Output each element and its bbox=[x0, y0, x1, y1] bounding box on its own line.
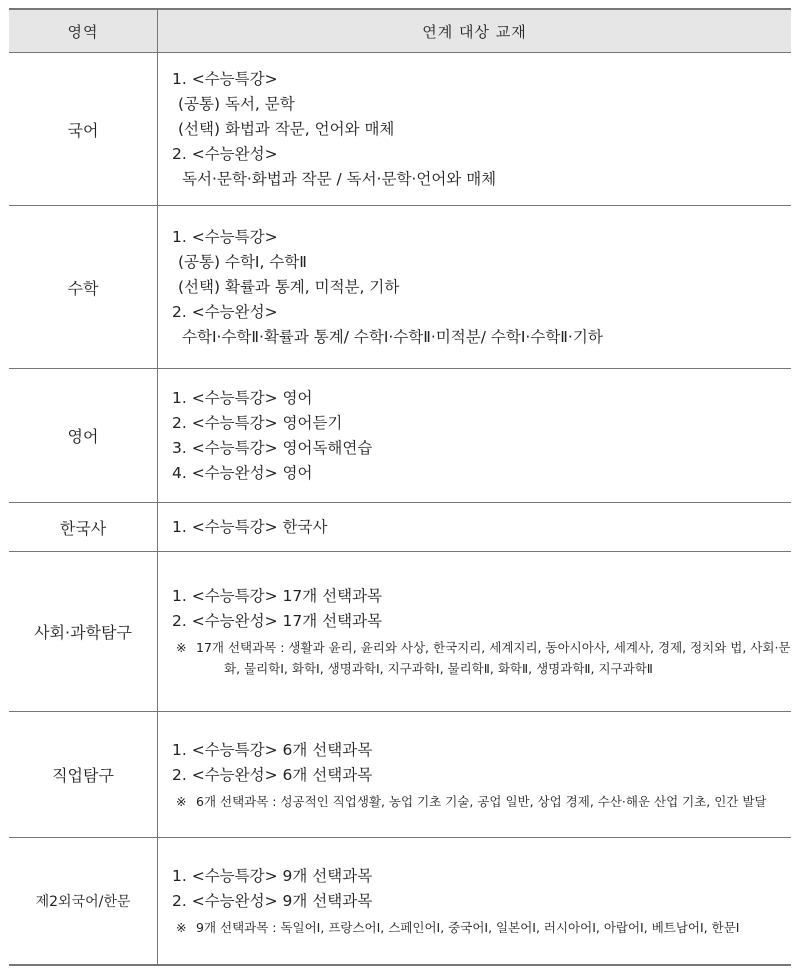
table-row-korean-history bbox=[9, 503, 791, 552]
note-text: 6개 선택과목 : 성공적인 직업생활, 농업 기초 기술, 공업 일반, 상업 경제, 수산·해운 산업 기초, 인간 발달 bbox=[196, 793, 767, 809]
table-row-english bbox=[9, 369, 791, 503]
note-text: 9개 선택과목 : 독일어Ⅰ, 프랑스어Ⅰ, 스페인어Ⅰ, 중국어Ⅰ, 일본어Ⅰ, 러시아어Ⅰ, 아랍어Ⅰ, 베트남어Ⅰ, 한문Ⅰ bbox=[196, 919, 740, 935]
note-text: 17개 선택과목 : 생활과 윤리, 윤리와 사상, 한국지리, 세계지리, 동아시아사, 세계사, 경제, 정치와 법, 사회·문화, 물리학Ⅰ, 화학Ⅰ, 생명과학Ⅰ, 지구과학Ⅰ, 물리학Ⅱ, 화학Ⅱ, 생명과학Ⅱ, 지구과학Ⅱ bbox=[196, 640, 791, 676]
material-line: (선택) 화법과 작문, 언어와 매체 bbox=[178, 119, 395, 138]
material-line: 1. <수능특강> 영어 bbox=[172, 388, 313, 407]
materials-cell bbox=[158, 53, 792, 206]
area-cell: 한국사 bbox=[9, 503, 158, 552]
subject-note bbox=[172, 637, 791, 679]
material-line: 2. <수능완성> bbox=[172, 302, 278, 321]
material-line: 1. <수능특강> 한국사 bbox=[172, 517, 328, 536]
header-materials: 연계 대상 교재 bbox=[158, 9, 792, 53]
material-line: 독서·문학·화법과 작문 / 독서·문학·언어와 매체 bbox=[182, 169, 497, 188]
area-cell: 수학 bbox=[9, 206, 158, 369]
area-cell: 국어 bbox=[9, 53, 158, 206]
table-row-math bbox=[9, 206, 791, 369]
area-cell: 제2외국어/한문 bbox=[9, 838, 158, 965]
material-line: 2. <수능완성> 6개 선택과목 bbox=[172, 765, 373, 784]
header-area: 영역 bbox=[9, 9, 158, 53]
linkage-table bbox=[9, 8, 791, 966]
material-line: 1. <수능특강> 17개 선택과목 bbox=[172, 587, 383, 605]
table-row-social-science bbox=[9, 552, 791, 712]
material-line: 3. <수능특강> 영어독해연습 bbox=[172, 438, 373, 457]
material-line: 4. <수능완성> 영어 bbox=[172, 463, 313, 482]
subject-note bbox=[172, 791, 791, 812]
materials-cell bbox=[158, 552, 792, 712]
material-line: 1. <수능특강> 6개 선택과목 bbox=[172, 740, 373, 759]
material-line: (공통) 수학Ⅰ, 수학Ⅱ bbox=[178, 252, 307, 271]
material-line: 1. <수능특강> bbox=[172, 69, 278, 88]
materials-cell bbox=[158, 206, 792, 369]
note-mark: ※ bbox=[176, 919, 187, 935]
area-cell: 직업탐구 bbox=[9, 712, 158, 838]
table-row-korean bbox=[9, 53, 791, 206]
materials-cell bbox=[158, 838, 792, 965]
material-line: (선택) 확률과 통계, 미적분, 기하 bbox=[178, 277, 400, 296]
materials-cell bbox=[158, 369, 792, 503]
materials-cell bbox=[158, 503, 792, 552]
material-line: 1. <수능특강> 9개 선택과목 bbox=[172, 866, 373, 885]
table-row-vocational bbox=[9, 712, 791, 838]
material-line: 2. <수능완성> 17개 선택과목 bbox=[172, 612, 383, 630]
material-line: 수학Ⅰ·수학Ⅱ·확률과 통계/ 수학Ⅰ·수학Ⅱ·미적분/ 수학Ⅰ·수학Ⅱ·기하 bbox=[182, 327, 603, 346]
material-line: 1. <수능특강> bbox=[172, 227, 278, 246]
material-line: 2. <수능완성> 9개 선택과목 bbox=[172, 891, 373, 910]
material-line: 2. <수능완성> bbox=[172, 144, 278, 163]
materials-cell bbox=[158, 712, 792, 838]
note-mark: ※ bbox=[176, 640, 187, 655]
area-cell: 사회·과학탐구 bbox=[9, 552, 158, 712]
material-line: (공통) 독서, 문학 bbox=[178, 94, 295, 113]
table-row-second-language bbox=[9, 838, 791, 965]
note-mark: ※ bbox=[176, 793, 187, 809]
material-line: 2. <수능특강> 영어듣기 bbox=[172, 413, 343, 432]
table-header-row bbox=[9, 9, 791, 53]
area-cell: 영어 bbox=[9, 369, 158, 503]
subject-note bbox=[172, 917, 791, 938]
